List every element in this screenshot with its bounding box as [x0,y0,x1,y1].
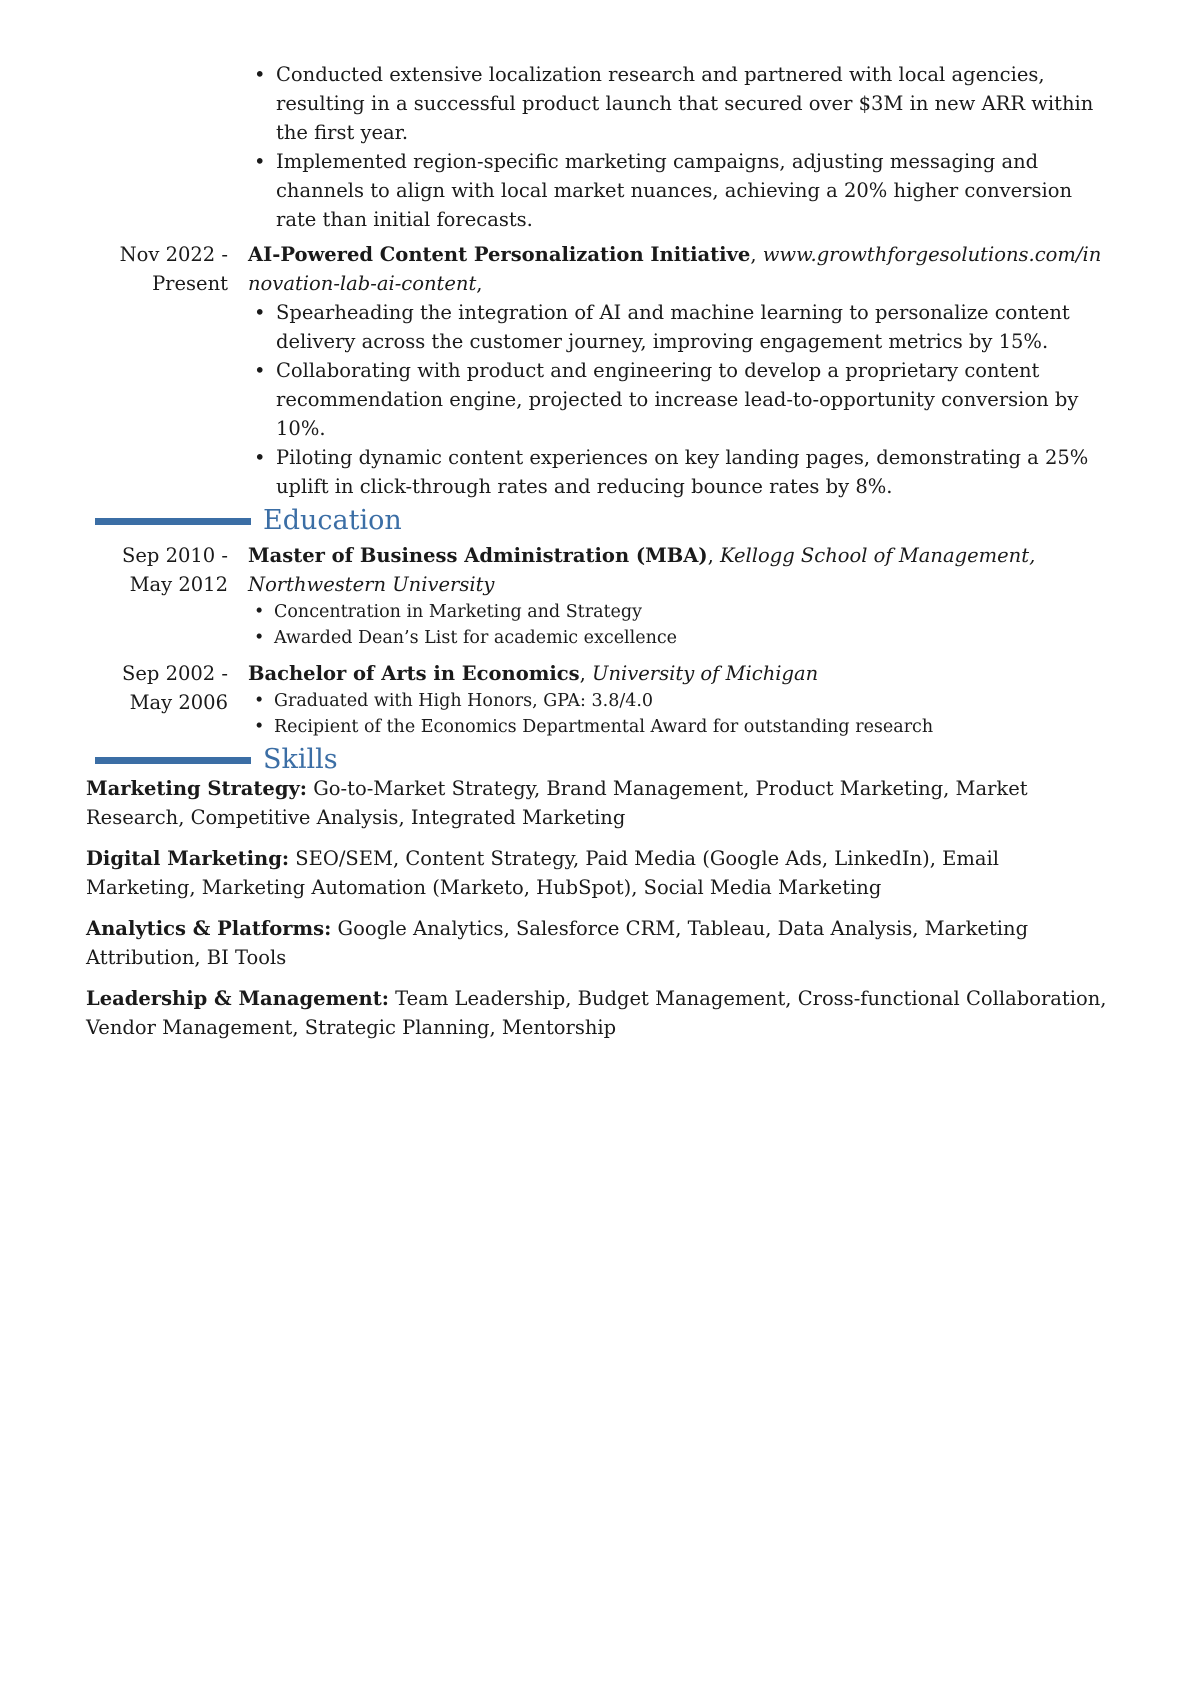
list-item: • Graduated with High Honors, GPA: 3.8/4.0 [248,688,1108,714]
school: University of Michigan [592,662,819,685]
skill-items: Go-to-Market Strategy, Brand Management, Product Marketing, Market Research, Competitive Analysis, Integrated Marketing [86,777,1028,829]
education-header: Bachelor of Arts in Economics, University of Michigan [248,662,819,685]
list-item: • Implemented region-specific marketing campaigns, adjusting messaging and channels to align with local market nuances, achieving a 20% higher conversion rate than initial forecasts. [248,147,1108,234]
entry-date [86,60,248,234]
project-header: AI-Powered Content Personalization Initiative, www.growthforgesolutions.com/innovation-lab-ai-content, [248,243,1102,295]
list-item: • Collaborating with product and engineering to develop a proprietary content recommendation engine, projected to increase lead-to-opportunity conversion by 10%. [248,356,1108,443]
education-bullets [248,688,1108,740]
section-rule [95,518,251,525]
skill-items: Team Leadership, Budget Management, Cross-functional Collaboration, Vendor Management, Strategic Planning, Mentorship [86,987,1107,1039]
resume-page [86,60,1108,1054]
section-rule [95,757,251,764]
education-header: Master of Business Administration (MBA), Kellogg School of Management, Northwestern University [248,544,1036,596]
entry-date: Sep 2002 - May 2006 [122,662,228,714]
entry-date: Nov 2022 - Present [119,243,228,295]
skill-label: Digital Marketing: [86,847,290,870]
list-item: • Piloting dynamic content experiences on key landing pages, demonstrating a 25% uplift in click-through rates and reducing bounce rates by 8%. [248,443,1108,501]
experience-bullets [248,60,1108,234]
skill-label: Marketing Strategy: [86,777,308,800]
experience-entry-continued [86,60,1108,234]
section-title: Education [263,505,402,536]
skill-group [86,914,1108,972]
education-entry [86,659,1108,740]
skill-group [86,774,1108,832]
skill-items: SEO/SEM, Content Strategy, Paid Media (Google Ads, LinkedIn), Email Marketing, Marketing Automation (Marketo, HubSpot), Social Media Marketing [86,847,999,899]
list-item: • Awarded Dean’s List for academic excellence [248,625,1108,651]
section-title: Skills [263,744,338,775]
degree: Master of Business Administration (MBA) [248,544,708,567]
school: Kellogg School of Management, Northwestern University [248,544,1036,596]
list-item: • Recipient of the Economics Departmental Award for outstanding research [248,714,1108,740]
skills-section-header [86,742,1108,778]
list-item: • Conducted extensive localization research and partnered with local agencies, resulting in a successful product launch that secured over $3M in new ARR within the first year. [248,60,1108,147]
skills-list [86,774,1108,1042]
education-bullets [248,599,1108,651]
project-url[interactable]: www.growthforgesolutions.com/innovation-lab-ai-content [248,243,1102,295]
skill-label: Leadership & Management: [86,987,389,1010]
education-section-header [86,503,1108,539]
project-entry [86,240,1108,501]
project-title: AI-Powered Content Personalization Initiative [248,243,751,266]
project-bullets [248,298,1108,501]
skill-group [86,984,1108,1042]
skill-group [86,844,1108,902]
skill-label: Analytics & Platforms: [86,917,332,940]
degree: Bachelor of Arts in Economics [248,662,580,685]
skill-items: Google Analytics, Salesforce CRM, Tableau, Data Analysis, Marketing Attribution, BI Tools [86,917,1029,969]
entry-date: Sep 2010 - May 2012 [122,544,228,596]
list-item: • Concentration in Marketing and Strategy [248,599,1108,625]
list-item: • Spearheading the integration of AI and machine learning to personalize content delivery across the customer journey, improving engagement metrics by 15%. [248,298,1108,356]
education-entry [86,541,1108,651]
